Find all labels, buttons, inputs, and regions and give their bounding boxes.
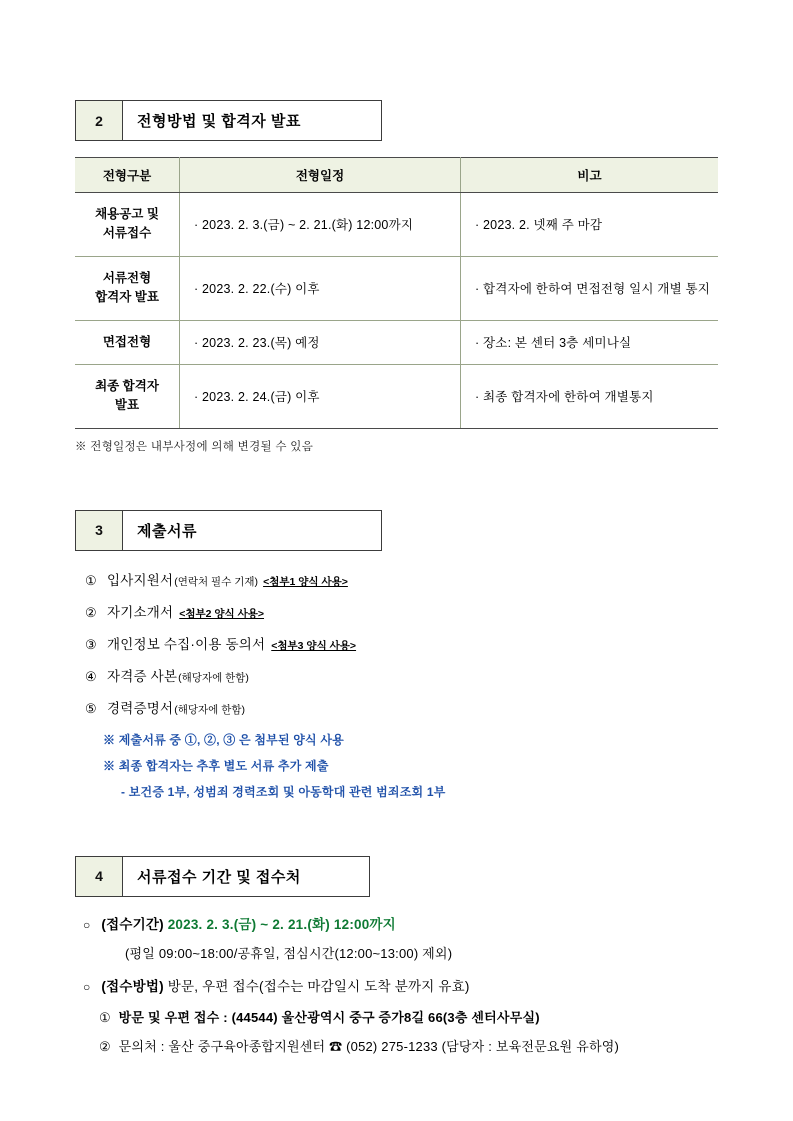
section-4-title: 서류접수 기간 및 접수처 <box>123 856 370 897</box>
document-note: (해당자에 한함) <box>178 671 249 684</box>
list-item <box>85 569 718 589</box>
list-marker: ③ <box>85 636 97 652</box>
cell-schedule: · 2023. 2. 23.(목) 예정 <box>180 320 461 364</box>
list-item <box>85 665 718 685</box>
cell-type-line2: 발표 <box>114 398 140 413</box>
selection-schedule-table <box>75 157 718 429</box>
cell-type-line1: 채용공고 및 <box>95 207 159 221</box>
list-marker: ① <box>85 572 97 588</box>
document-name: 입사지원서 <box>107 572 174 588</box>
document-attachment: <첨부1 양식 사용> <box>263 575 348 588</box>
documents-note-1: ※ 제출서류 중 ①, ②, ③ 은 첨부된 양식 사용 <box>103 732 344 747</box>
reception-period-line <box>83 913 718 933</box>
documents-subnote: - 보건증 1부, 성범죄 경력조회 및 아동학대 관련 범죄조회 1부 <box>121 784 446 799</box>
section-2-header <box>75 100 718 141</box>
table-row <box>75 193 718 257</box>
reception-method-value: 방문, 우편 접수(접수는 마감일시 도착 분까지 유효) <box>167 978 470 994</box>
cell-type <box>75 256 180 320</box>
reception-method-line <box>83 975 718 995</box>
section-3-title: 제출서류 <box>123 510 382 551</box>
table-row <box>75 320 718 364</box>
cell-type <box>75 193 180 257</box>
document-name: 개인정보 수집·이용 동의서 <box>107 636 266 652</box>
section-4-header <box>75 856 718 897</box>
cell-type-line2: 합격자 발표 <box>95 290 159 305</box>
cell-remark: · 합격자에 한하여 면접전형 일시 개별 통지 <box>461 256 719 320</box>
reception-period-label: (접수기간) <box>101 916 164 932</box>
document-attachment: <첨부2 양식 사용> <box>179 607 265 620</box>
bullet-circle-icon: ○ <box>83 917 91 932</box>
reception-detail-contact-text: 문의처 : 울산 중구육아종합지원센터 ☎ (052) 275-1233 (담당자 : 보육전문요원 유하영) <box>118 1038 620 1054</box>
list-marker: ② <box>99 1038 111 1054</box>
cell-remark: · 2023. 2. 넷째 주 마감 <box>461 193 719 257</box>
cell-remark: · 장소: 본 센터 3층 세미나실 <box>461 320 719 364</box>
cell-type-line1: 서류전형 <box>102 270 152 285</box>
bullet-circle-icon: ○ <box>83 979 91 994</box>
document-name: 자기소개서 <box>107 604 174 620</box>
cell-type-line1: 최종 합격자 <box>95 378 159 393</box>
section-3-number: 3 <box>75 510 123 551</box>
table-header-row <box>75 158 718 193</box>
reception-detail-visit-text: 방문 및 우편 접수 : (44544) 울산광역시 중구 증가8길 66(3층 센터사무실) <box>118 1009 540 1025</box>
reception-info <box>75 913 718 1055</box>
list-item <box>85 633 718 653</box>
reception-period-note: (평일 09:00~18:00/공휴일, 점심시간(12:00~13:00) 제외) <box>125 945 453 961</box>
schedule-note: ※ 전형일정은 내부사정에 의해 변경될 수 있음 <box>75 440 314 453</box>
cell-schedule: · 2023. 2. 22.(수) 이후 <box>180 256 461 320</box>
reception-period-value: 2023. 2. 3.(금) ~ 2. 21.(화) 12:00까지 <box>167 916 396 932</box>
cell-remark: · 최종 합격자에 한하여 개별통지 <box>461 364 719 428</box>
column-header-schedule: 전형일정 <box>180 158 461 193</box>
list-marker: ① <box>99 1009 111 1025</box>
reception-detail-contact <box>99 1036 718 1055</box>
documents-list <box>75 569 718 800</box>
cell-schedule: · 2023. 2. 3.(금) ~ 2. 21.(화) 12:00까지 <box>180 193 461 257</box>
document-note: (연락처 필수 기재) <box>174 575 259 588</box>
document-attachment: <첨부3 양식 사용> <box>271 639 357 652</box>
documents-note-2: ※ 최종 합격자는 추후 별도 서류 추가 제출 <box>103 758 329 773</box>
section-2-title: 전형방법 및 합격자 발표 <box>123 100 382 141</box>
cell-type-line2: 서류접수 <box>102 226 152 241</box>
list-marker: ⑤ <box>85 700 97 716</box>
cell-type <box>75 364 180 428</box>
section-3-header <box>75 510 718 551</box>
documents-notes <box>85 731 718 800</box>
table-row <box>75 256 718 320</box>
document-name: 자격증 사본 <box>107 668 178 684</box>
section-4-number: 4 <box>75 856 123 897</box>
column-header-type: 전형구분 <box>75 158 180 193</box>
list-item <box>85 697 718 717</box>
cell-type: 면접전형 <box>75 320 180 364</box>
list-item <box>85 601 718 621</box>
document-name: 경력증명서 <box>107 700 174 716</box>
table-row <box>75 364 718 428</box>
section-2-number: 2 <box>75 100 123 141</box>
reception-method-label: (접수방법) <box>101 978 164 994</box>
cell-schedule: · 2023. 2. 24.(금) 이후 <box>180 364 461 428</box>
list-marker: ② <box>85 604 97 620</box>
column-header-remark: 비고 <box>461 158 719 193</box>
list-marker: ④ <box>85 668 97 684</box>
reception-detail-visit <box>99 1007 718 1026</box>
document-note: (해당자에 한함) <box>174 703 245 716</box>
